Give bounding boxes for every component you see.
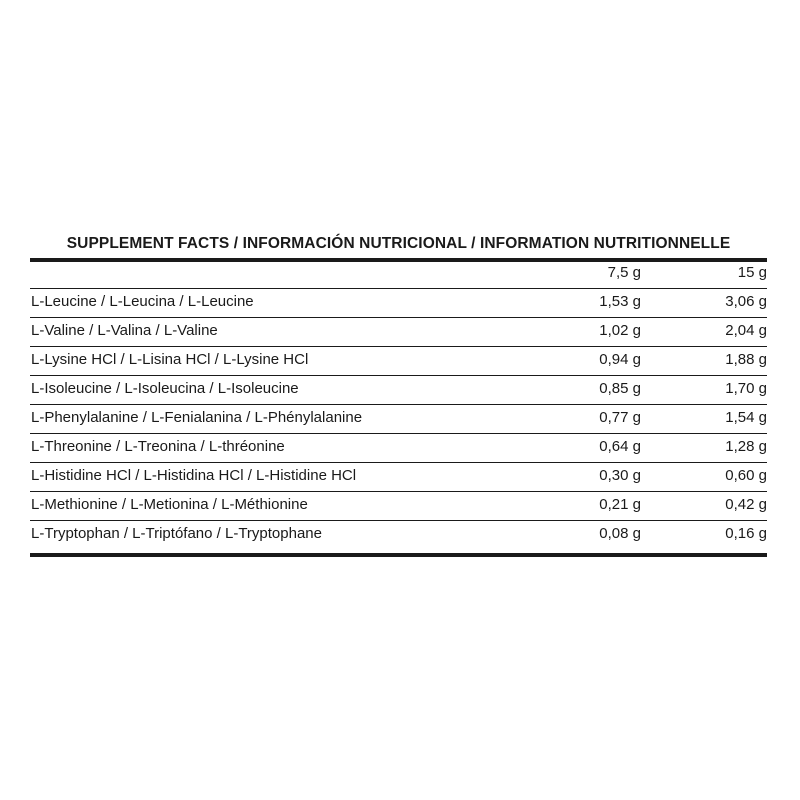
bottom-rule (30, 553, 767, 557)
amount-serving-1: 0,64 g (599, 438, 641, 455)
table-row (30, 289, 767, 318)
amount-serving-1: 1,53 g (599, 293, 641, 310)
amount-serving-1: 0,21 g (599, 496, 641, 513)
column-header-row (30, 262, 767, 289)
table-row (30, 347, 767, 376)
amount-serving-2: 1,54 g (725, 409, 767, 426)
nutrient-name: L-Leucine / L-Leucina / L-Leucine (31, 293, 254, 310)
nutrient-name: L-Phenylalanine / L-Fenialanina / L-Phénylalanine (31, 409, 363, 426)
nutrient-name: L-Threonine / L-Treonina / L-thréonine (31, 438, 285, 455)
amount-serving-2: 0,42 g (725, 496, 767, 513)
table-row (30, 318, 767, 347)
table-row (30, 434, 767, 463)
supplement-facts-panel (30, 230, 767, 557)
column-header-serving-1: 7,5 g (607, 264, 641, 281)
nutrient-name: L-Methionine / L-Metionina / L-Méthionine (31, 496, 308, 513)
amount-serving-2: 1,88 g (725, 351, 767, 368)
nutrient-name: L-Tryptophan / L-Triptófano / L-Tryptophane (31, 525, 322, 542)
table-row (30, 376, 767, 405)
amount-serving-2: 0,60 g (725, 467, 767, 484)
facts-title: SUPPLEMENT FACTS / INFORMACIÓN NUTRICIONAL / INFORMATION NUTRITIONNELLE (66, 235, 731, 252)
amount-serving-1: 1,02 g (599, 322, 641, 339)
column-header-serving-2: 15 g (737, 264, 767, 281)
amount-serving-2: 1,28 g (725, 438, 767, 455)
amount-serving-2: 1,70 g (725, 380, 767, 397)
amount-serving-2: 0,16 g (725, 525, 767, 542)
table-row (30, 463, 767, 492)
table-row (30, 492, 767, 521)
amount-serving-1: 0,94 g (599, 351, 641, 368)
amount-serving-1: 0,85 g (599, 380, 641, 397)
nutrient-name: L-Isoleucine / L-Isoleucina / L-Isoleucine (31, 380, 299, 397)
nutrient-name: L-Lysine HCl / L-Lisina HCl / L-Lysine HCl (31, 351, 309, 368)
table-row (30, 521, 767, 553)
amount-serving-1: 0,77 g (599, 409, 641, 426)
amount-serving-2: 3,06 g (725, 293, 767, 310)
nutrient-name: L-Valine / L-Valina / L-Valine (31, 322, 218, 339)
amount-serving-1: 0,08 g (599, 525, 641, 542)
amount-serving-2: 2,04 g (725, 322, 767, 339)
table-row (30, 405, 767, 434)
amount-serving-1: 0,30 g (599, 467, 641, 484)
nutrient-name: L-Histidine HCl / L-Histidina HCl / L-Histidine HCl (31, 467, 357, 484)
